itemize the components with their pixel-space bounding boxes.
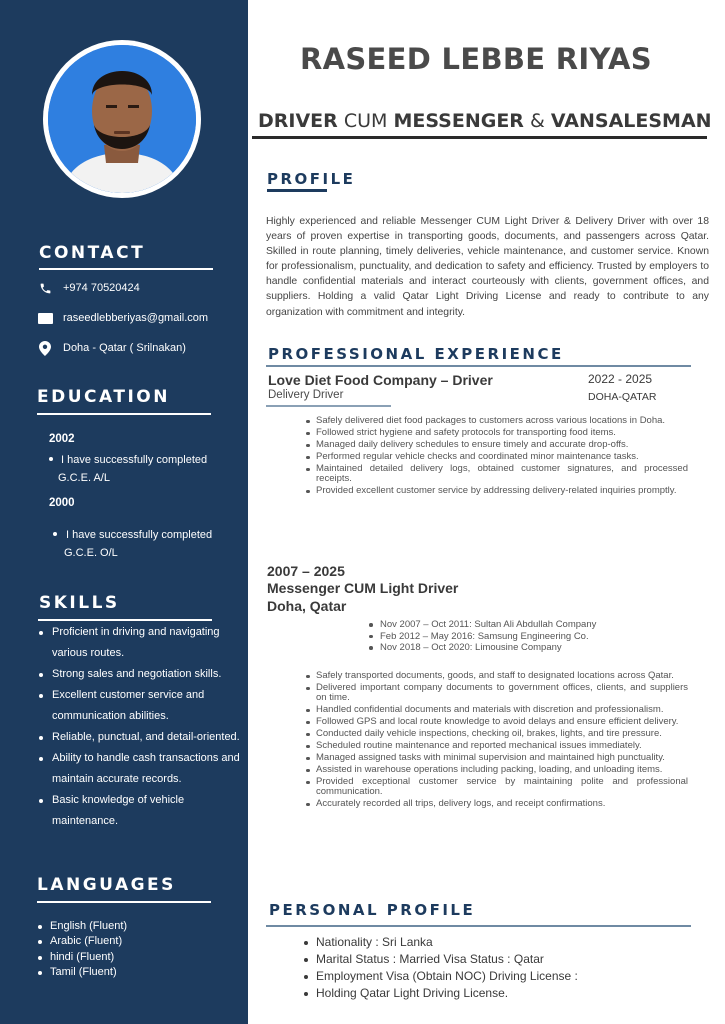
education-divider <box>37 413 211 415</box>
job-title-part: VANSALESMAN <box>550 110 712 132</box>
language-item: English (Fluent) <box>37 919 127 934</box>
bullet-icon <box>53 532 57 536</box>
job1-role: Delivery Driver <box>268 389 344 401</box>
contact-location <box>36 341 186 355</box>
duty-item: Delivered important company documents to government offices, clients, and suppliers on time. <box>306 683 688 703</box>
skill-item: Reliable, punctual, and detail-oriented. <box>37 727 242 748</box>
job1-duties <box>306 416 688 498</box>
duty-item: Maintained detailed delivery logs, obtained customer signatures, and processed receipts. <box>306 464 688 484</box>
job2-location: Doha, Qatar <box>267 598 347 614</box>
employer-item: Nov 2018 – Oct 2020: Limousine Company <box>368 642 596 654</box>
education-item <box>49 451 207 469</box>
job1-company: Love Diet Food Company – Driver <box>268 372 493 388</box>
duty-item: Safely delivered diet food packages to customers across various locations in Doha. <box>306 416 688 426</box>
personal-profile-divider <box>266 925 691 927</box>
education-text: I have successfully completed <box>66 529 213 541</box>
personal-item: Nationality : Sri Lanka <box>303 934 578 951</box>
job2-employers <box>368 619 596 654</box>
profile-heading: PROFILE <box>267 170 356 188</box>
education-heading: EDUCATION <box>37 387 170 407</box>
candidate-name: RASEED LEBBE RIYAS <box>300 42 652 76</box>
personal-item: Marital Status : Married Visa Status : Qatar <box>303 951 578 968</box>
email-address: raseedlebberiyas@gmail.com <box>63 312 209 324</box>
profile-photo <box>48 45 196 193</box>
contact-heading: CONTACT <box>39 243 146 263</box>
skill-item: Basic knowledge of vehicle maintenance. <box>37 790 242 832</box>
duty-item: Safely transported documents, goods, and staff to designated locations across Qatar. <box>306 671 688 681</box>
job-title-part: & <box>523 110 551 132</box>
duty-item: Scheduled routine maintenance and reported mechanical issues immediately. <box>306 741 688 751</box>
duty-item: Performed regular vehicle checks and coordinated minor maintenance tasks. <box>306 452 688 462</box>
education-year: 2002 <box>49 433 75 445</box>
language-item: hindi (Fluent) <box>37 950 127 965</box>
job2-years: 2007 – 2025 <box>267 563 345 579</box>
skills-list <box>37 622 242 832</box>
job1-divider <box>266 405 391 407</box>
job2-title: Messenger CUM Light Driver <box>267 580 459 596</box>
bullet-icon <box>49 457 53 461</box>
personal-profile-heading: PERSONAL PROFILE <box>269 901 476 919</box>
education-qualification: G.C.E. O/L <box>64 547 118 559</box>
education-text: I have successfully completed <box>61 454 208 466</box>
profile-divider <box>267 189 327 192</box>
location-pin-icon <box>36 341 54 355</box>
phone-number: +974 70520424 <box>63 282 140 294</box>
employer-item: Feb 2012 – May 2016: Samsung Engineering Co. <box>368 631 596 643</box>
skills-divider <box>38 619 212 621</box>
language-item: Arabic (Fluent) <box>37 934 127 949</box>
phone-icon <box>36 281 54 295</box>
employer-item: Nov 2007 – Oct 2011: Sultan Ali Abdullah Company <box>368 619 596 631</box>
languages-list <box>37 919 127 980</box>
education-item <box>53 526 212 544</box>
duty-item: Managed daily delivery schedules to ensure timely and accurate drop-offs. <box>306 440 688 450</box>
education-year: 2000 <box>49 497 75 509</box>
skill-item: Proficient in driving and navigating various routes. <box>37 622 242 664</box>
duty-item: Assisted in warehouse operations including packing, loading, and unloading items. <box>306 765 688 775</box>
job-title-part: CUM <box>337 110 394 132</box>
job-title-part: MESSENGER <box>393 110 524 132</box>
skill-item: Excellent customer service and communication abilities. <box>37 685 242 727</box>
duty-item: Provided exceptional customer service by maintaining polite and professional communication. <box>306 777 688 797</box>
job1-dates: 2022 - 2025 <box>588 372 653 386</box>
contact-divider <box>39 268 213 270</box>
duty-item: Provided excellent customer service by addressing delivery-related inquiries promptly. <box>306 486 688 496</box>
duty-item: Handled confidential documents and materials with discretion and professionalism. <box>306 705 688 715</box>
profile-summary: Highly experienced and reliable Messenger CUM Light Driver & Delivery Driver with over 18 years of proven expertise in transporting goods, documents, and passengers across Qatar. Skilled in route planning, timely deliveries, vehicle maintenance, and customer service. Known for professionalism, punctuality, and dedication to safety and efficiency. Trusted by employers to handle confidential materials and interact courteously with clients, government offices, and suppliers. Holding a valid Qatar Light Driving License and ready to contribute to any organization with commitment and integrity. <box>266 216 709 318</box>
job1-location: DOHA-QATAR <box>588 391 657 403</box>
duty-item: Accurately recorded all trips, delivery logs, and receipt confirmations. <box>306 799 688 809</box>
duty-item: Managed assigned tasks with minimal supervision and maintained high punctuality. <box>306 753 688 763</box>
education-qualification: G.C.E. A/L <box>58 472 110 484</box>
personal-profile-list <box>303 934 578 1002</box>
contact-phone <box>36 281 140 295</box>
skill-item: Strong sales and negotiation skills. <box>37 664 242 685</box>
languages-divider <box>37 901 211 903</box>
contact-email <box>36 311 208 325</box>
duty-item: Followed GPS and local route knowledge to avoid delays and ensure efficient delivery. <box>306 717 688 727</box>
language-item: Tamil (Fluent) <box>37 965 127 980</box>
languages-heading: LANGUAGES <box>37 875 176 895</box>
skills-heading: SKILLS <box>39 593 120 613</box>
sidebar <box>0 0 248 1024</box>
duty-item: Followed strict hygiene and safety protocols for transporting food items. <box>306 428 688 438</box>
duty-item: Conducted daily vehicle inspections, checking oil, brakes, lights, and tire pressure. <box>306 729 688 739</box>
profile-photo-frame <box>43 40 201 198</box>
personal-item: Employment Visa (Obtain NOC) Driving License : <box>303 968 578 985</box>
location-text: Doha - Qatar ( Srilnakan) <box>63 342 186 354</box>
experience-heading: PROFESSIONAL EXPERIENCE <box>268 345 564 363</box>
job2-duties <box>306 671 688 811</box>
job-title <box>258 110 712 132</box>
skill-item: Ability to handle cash transactions and maintain accurate records. <box>37 748 242 790</box>
job-title-part: DRIVER <box>258 110 338 132</box>
email-icon <box>36 311 54 325</box>
experience-divider <box>266 365 691 367</box>
person-silhouette-icon <box>48 45 196 193</box>
personal-item: Holding Qatar Light Driving License. <box>303 985 578 1002</box>
title-divider <box>252 136 707 139</box>
